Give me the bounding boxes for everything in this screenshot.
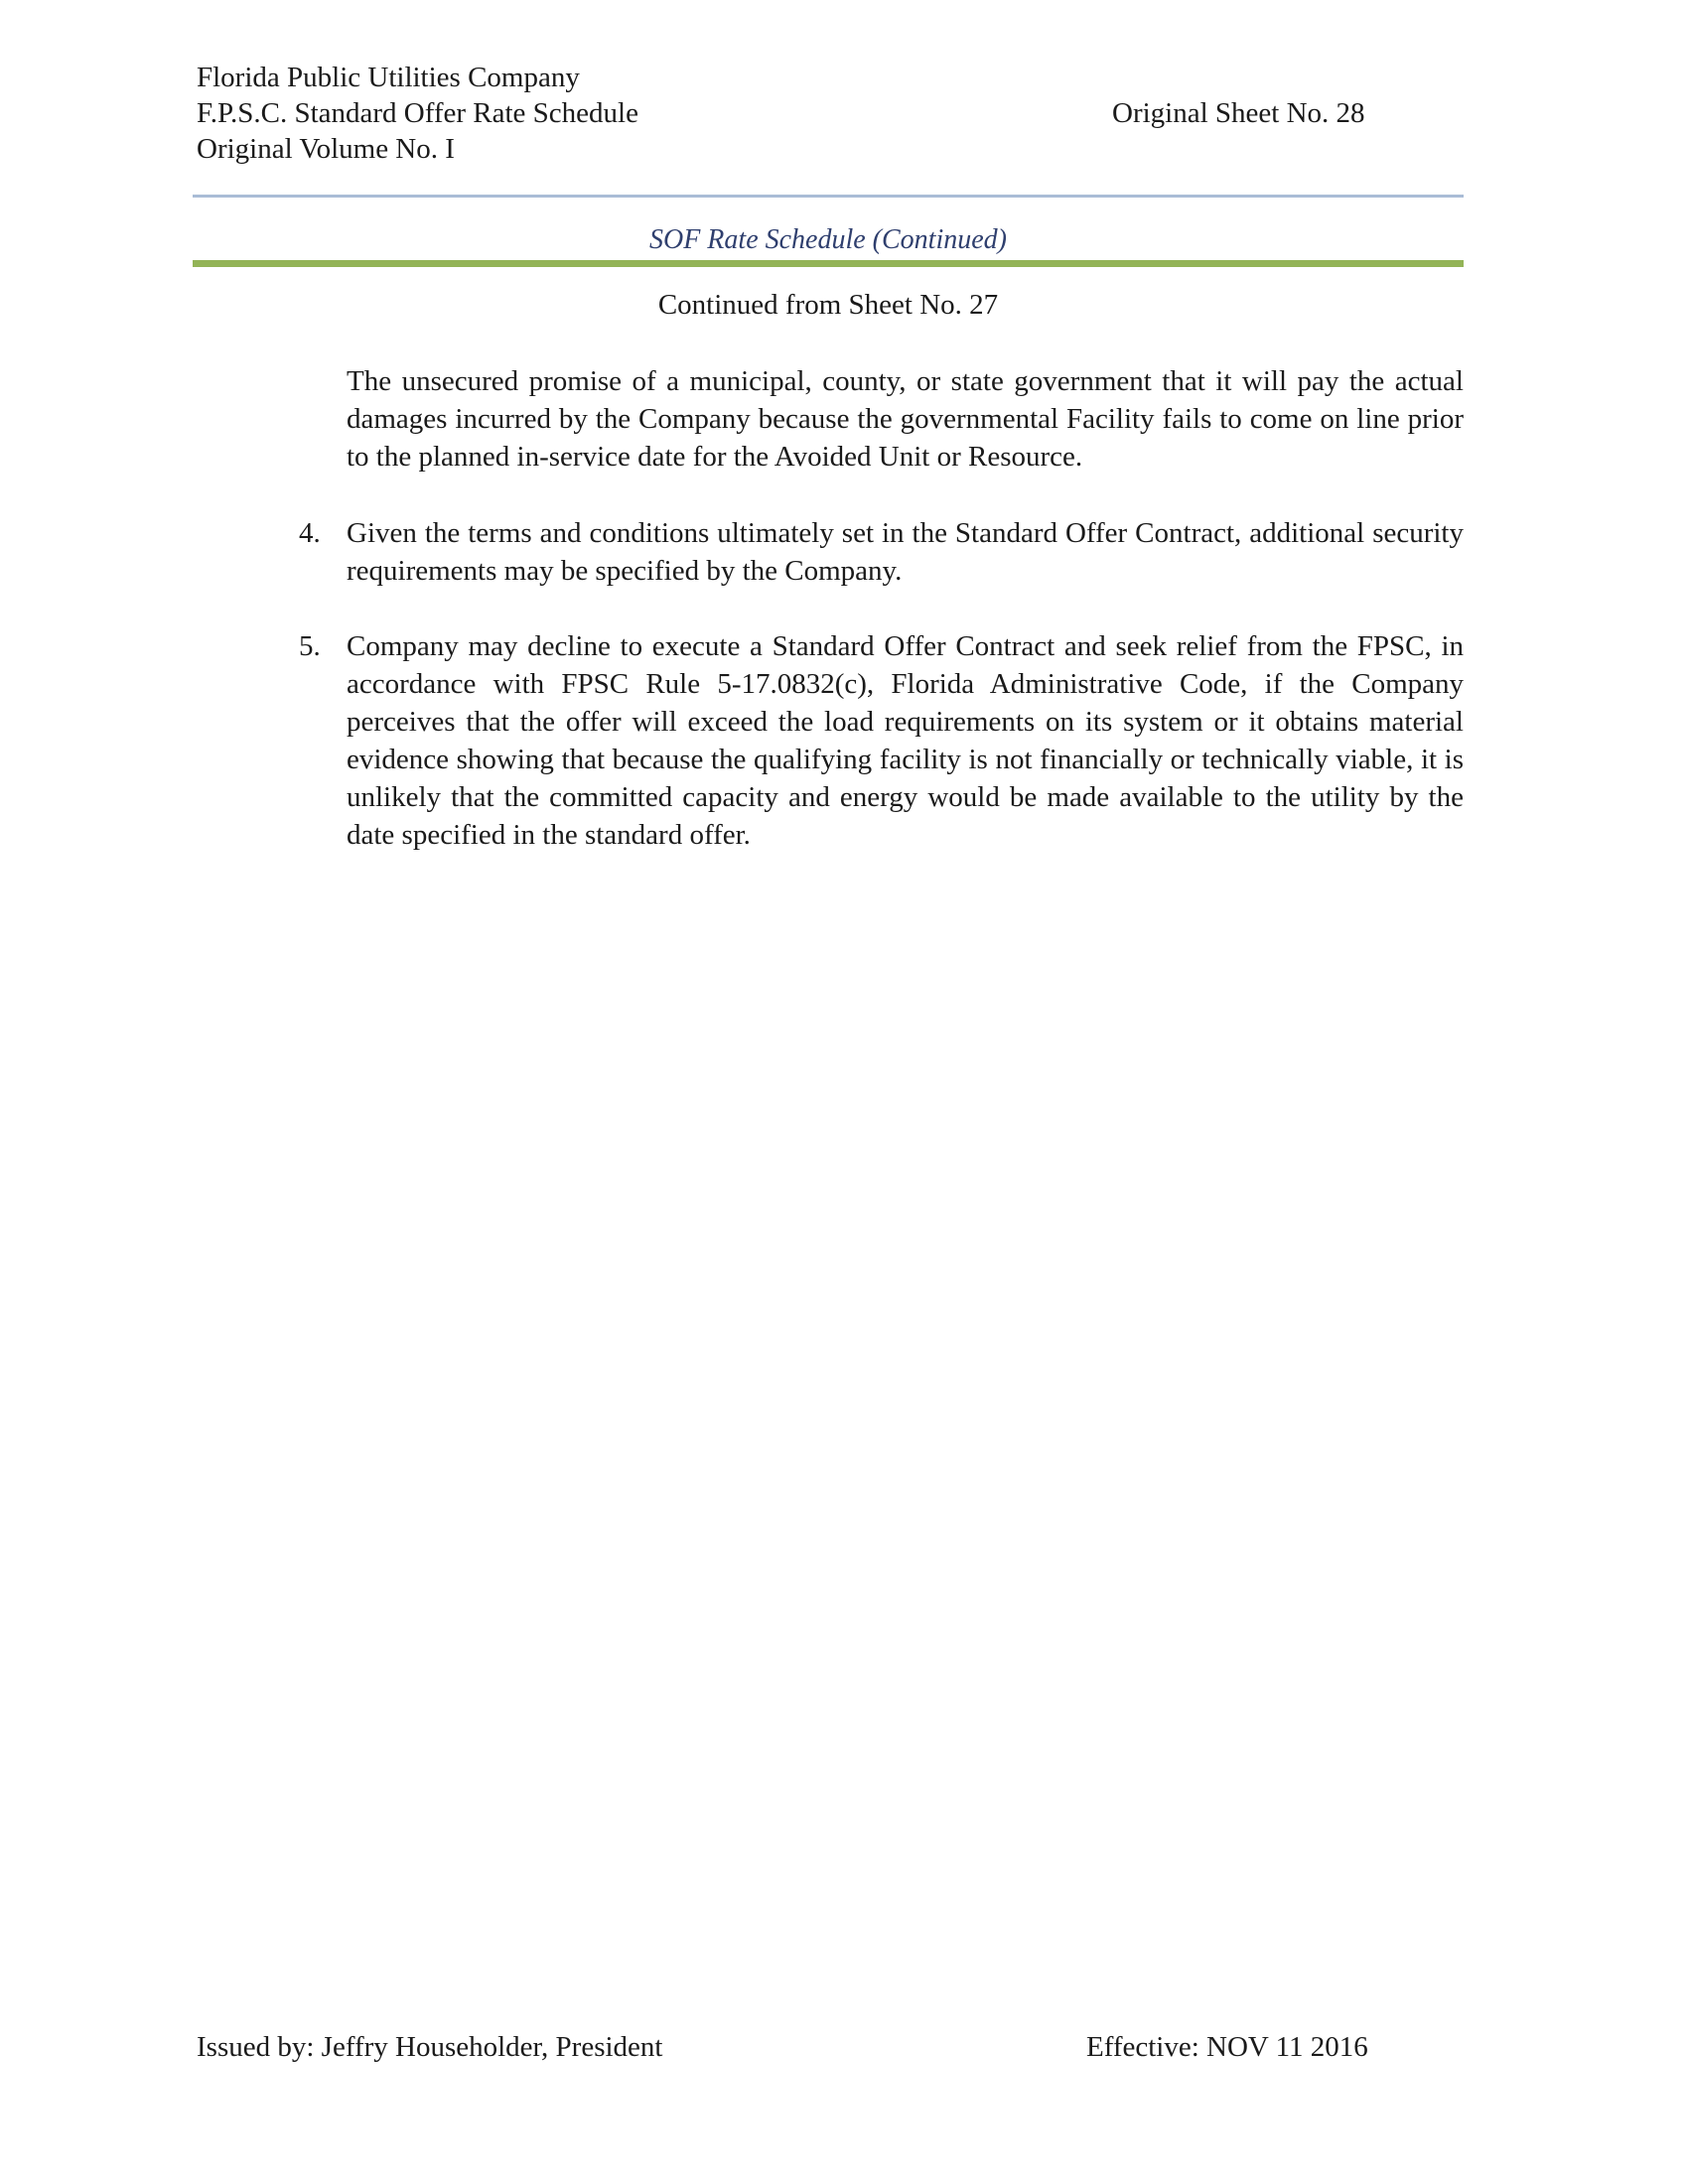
- list-item-number: 4.: [299, 517, 321, 549]
- list-item-text: Company may decline to execute a Standard Offer Contract and seek relief from the FPSC, in accordance with FPSC Rule 5-17.0832(c), Florida Administrative Code, if the Company perceives that the offer will exceed the load requirements on its system or it obtains material evidence showing that because the qualifying facility is not financially or technically viable, it is unlikely that the committed capacity and energy would be made available to the utility by the date specified in the standard offer.: [347, 630, 1464, 851]
- header-left-block: [197, 60, 638, 167]
- continued-from-note: Continued from Sheet No. 27: [657, 289, 999, 321]
- effective-date: Effective: NOV 11 2016: [1086, 2031, 1368, 2063]
- list-item-number: 5.: [299, 630, 321, 662]
- intro-paragraph: The unsecured promise of a municipal, county, or state government that it will pay the actual damages incurred by the Company because the governmental Facility fails to come on line prior to the planned in-service date for the Avoided Unit or Resource.: [347, 365, 1464, 473]
- section-title: SOF Rate Schedule (Continued): [648, 224, 1007, 255]
- section-divider: [193, 260, 1464, 267]
- sheet-number: Original Sheet No. 28: [1112, 97, 1365, 129]
- volume-number: Original Volume No. I: [197, 133, 455, 165]
- rate-schedule-name: F.P.S.C. Standard Offer Rate Schedule: [197, 97, 638, 129]
- issued-by: Issued by: Jeffry Householder, President: [197, 2031, 663, 2063]
- header-divider: [193, 195, 1464, 198]
- list-item-text: Given the terms and conditions ultimately set in the Standard Offer Contract, additional security requirements may be specified by the Company.: [347, 517, 1464, 587]
- company-name: Florida Public Utilities Company: [197, 62, 580, 93]
